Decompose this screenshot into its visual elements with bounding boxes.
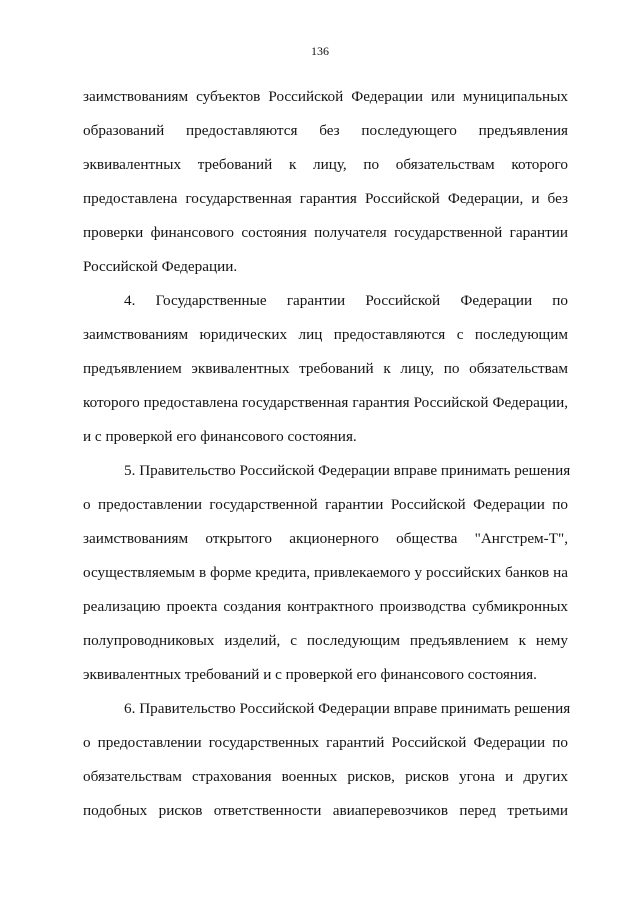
text-line: предоставлена государственная гарантия Российской Федерации, и без — [83, 190, 568, 207]
paragraph-5-first-line: 5. Правительство Российской Федерации вправе принимать решения — [124, 462, 571, 479]
paragraph-6-first-line: 6. Правительство Российской Федерации вправе принимать решения — [124, 700, 571, 717]
text-line: полупроводниковых изделий, с последующим предъявлением к нему — [83, 632, 568, 649]
text-line: осуществляемым в форме кредита, привлекаемого у российских банков на — [83, 564, 568, 581]
text-line: проверки финансового состояния получателя государственной гарантии — [83, 224, 568, 241]
text-line: которого предоставлена государственная гарантия Российской Федерации, — [83, 394, 568, 411]
text-line: обязательствам страхования военных рисков, рисков угона и других — [83, 768, 568, 785]
text-line: подобных рисков ответственности авиаперевозчиков перед третьими — [83, 802, 568, 819]
page-number: 136 — [311, 44, 329, 58]
text-line: эквивалентных требований к лицу, по обязательствам которого — [83, 156, 568, 173]
text-line: заимствованиям субъектов Российской Федерации или муниципальных — [83, 88, 568, 105]
text-line: реализацию проекта создания контрактного производства субмикронных — [83, 598, 568, 615]
text-line: о предоставлении государственных гарантий Российской Федерации по — [83, 734, 568, 751]
text-line: заимствованиям юридических лиц предоставляются с последующим — [83, 326, 568, 343]
text-line: Российской Федерации. — [83, 258, 238, 275]
text-line: и с проверкой его финансового состояния. — [83, 428, 357, 445]
text-line: образований предоставляются без последующего предъявления — [83, 122, 568, 139]
text-line: эквивалентных требований и с проверкой его финансового состояния. — [83, 666, 537, 683]
text-line: заимствованиям открытого акционерного общества "Ангстрем-Т", — [83, 530, 568, 547]
text-line: предъявлением эквивалентных требований к лицу, по обязательствам — [83, 360, 568, 377]
text-line: о предоставлении государственной гарантии Российской Федерации по — [83, 496, 568, 513]
paragraph-4-first-line: 4. Государственные гарантии Российской Федерации по — [124, 292, 568, 309]
